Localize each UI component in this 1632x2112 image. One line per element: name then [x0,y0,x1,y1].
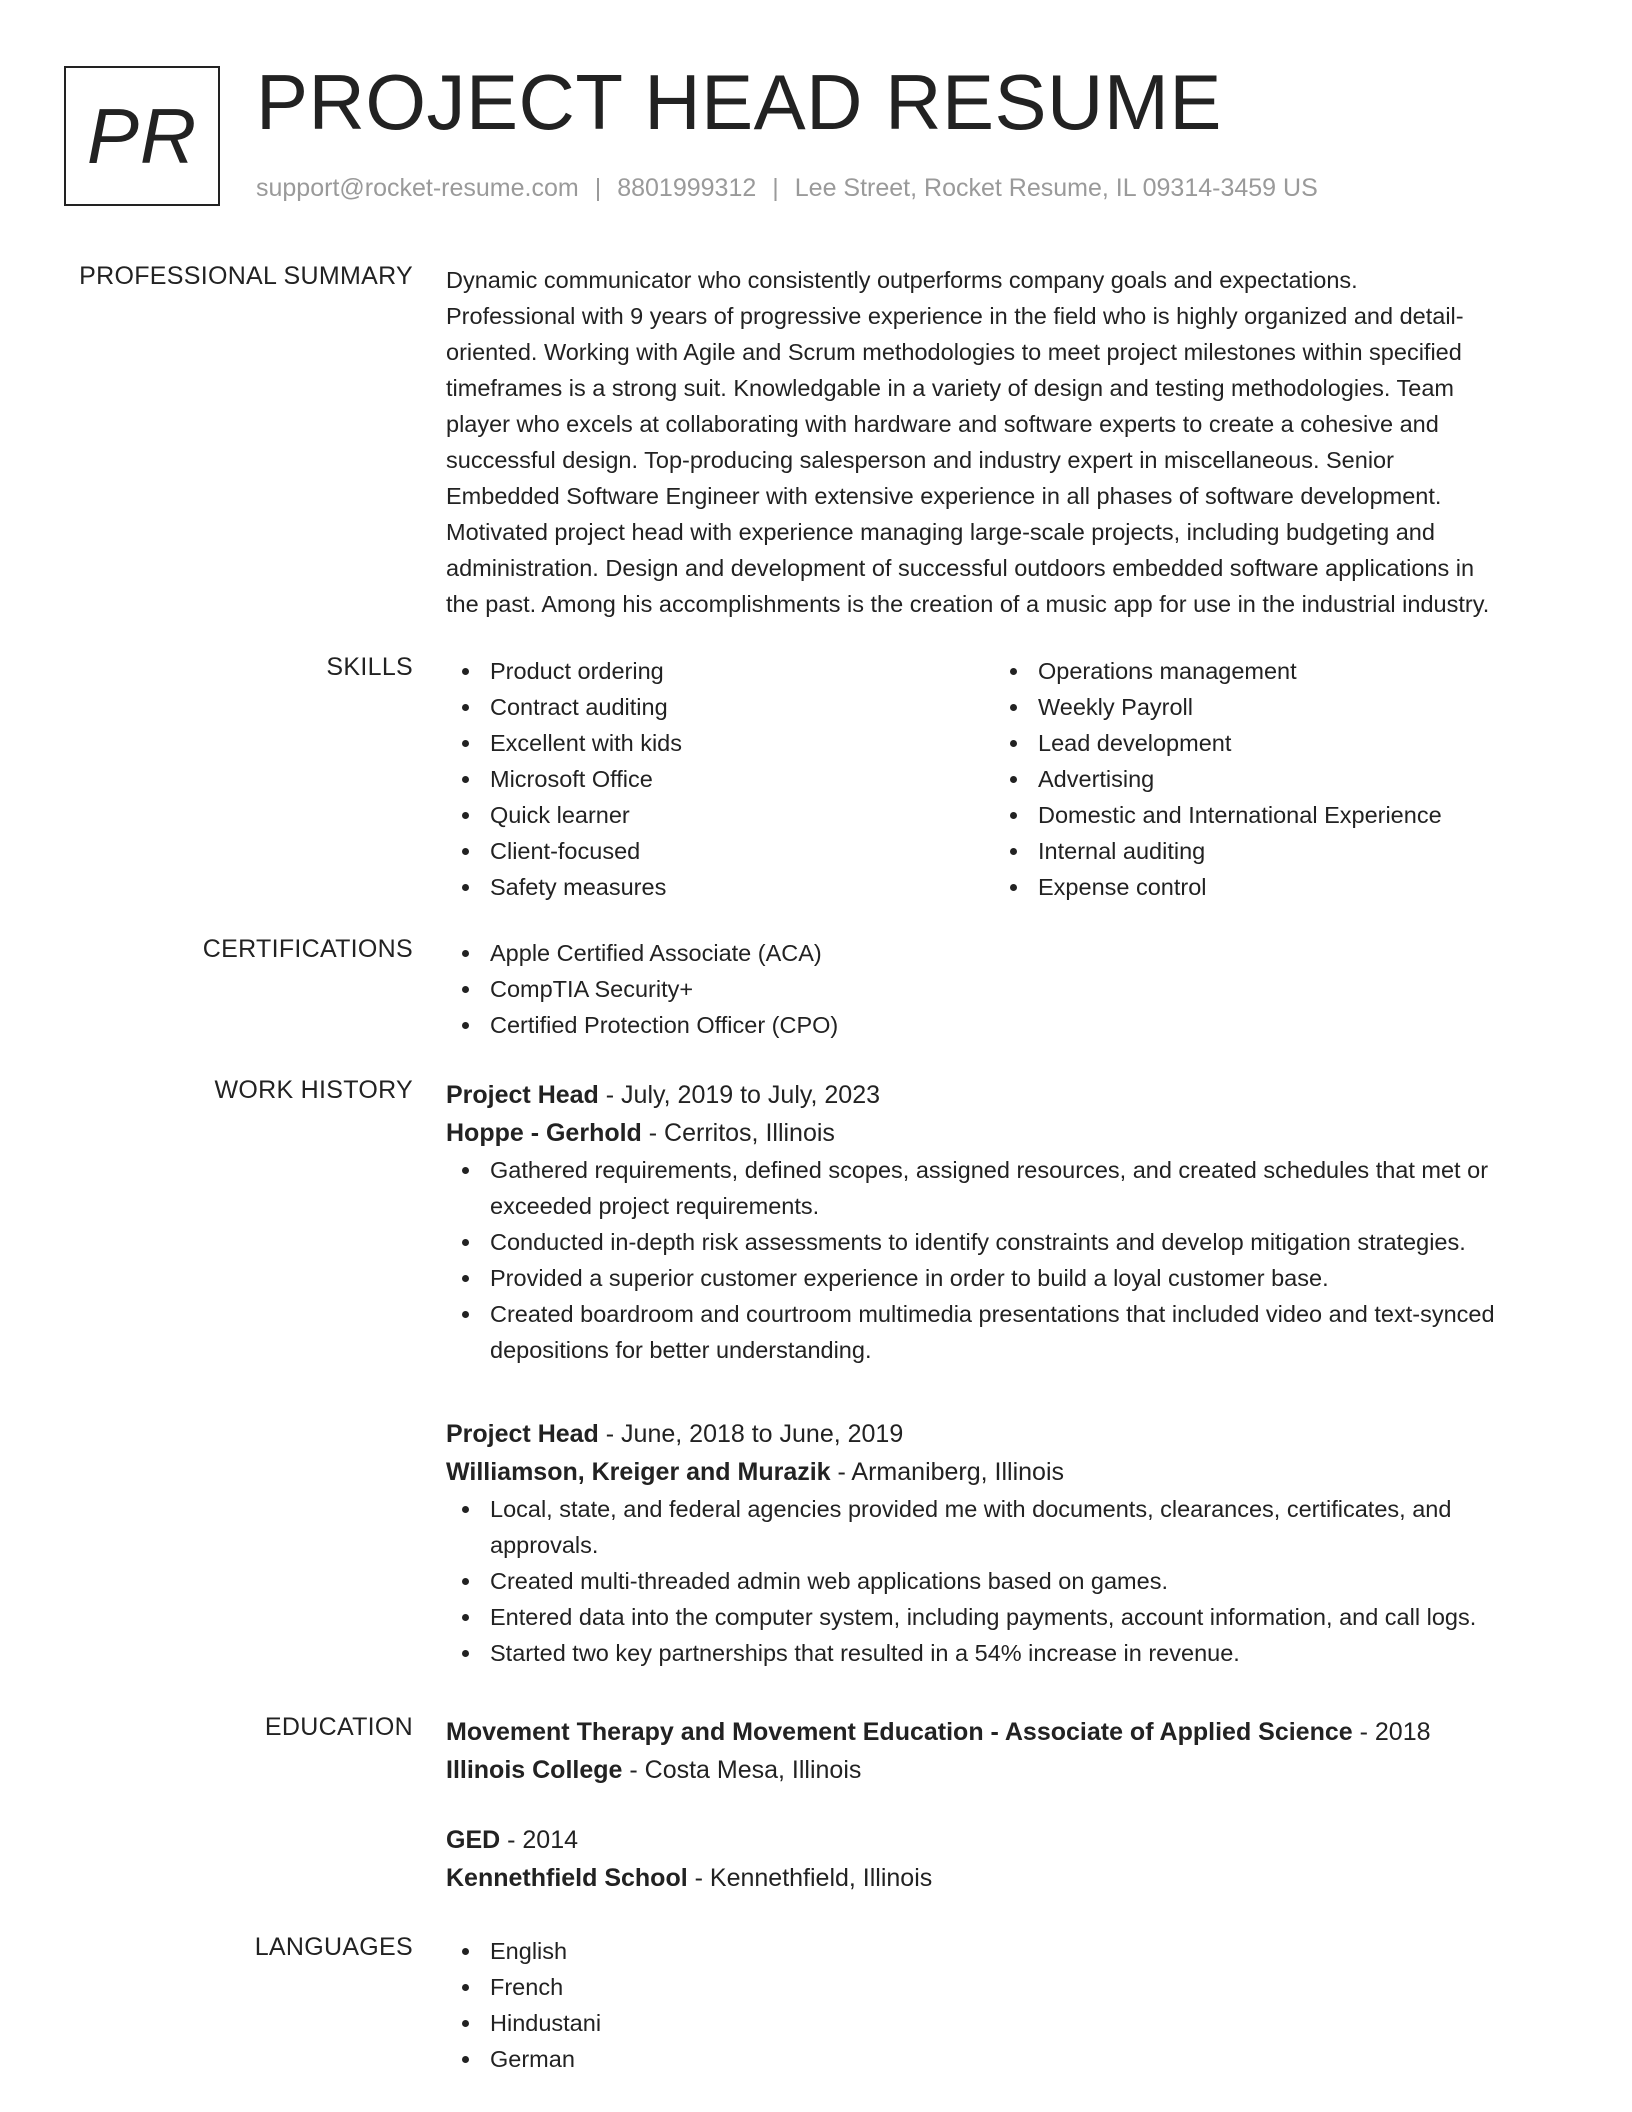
certification-item: CompTIA Security+ [446,971,1566,1007]
monogram-logo: PR [64,66,220,206]
skill-item: Lead development [994,725,1542,761]
education-school-line [446,1751,1566,1789]
section-heading: CERTIFICATIONS [202,935,413,963]
education-location: - Costa Mesa, Illinois [622,1756,862,1784]
certifications-list [446,935,1566,1043]
job-company: Williamson, Kreiger and Murazik [446,1458,831,1486]
contact-separator: | [594,174,602,202]
job-location: - Cerritos, Illinois [641,1119,835,1147]
languages-list [446,1933,1566,2077]
education-entry [446,1713,1566,1789]
contact-separator: | [772,174,779,202]
language-item: Hindustani [446,2005,1566,2041]
job-title: Project Head [446,1081,599,1109]
job-location: - Armaniberg, Illinois [830,1458,1065,1486]
job-bullet: Created multi-threaded admin web applications based on games. [446,1563,1566,1599]
education-degree: Movement Therapy and Movement Education - Associate of Applied Science [446,1718,1353,1746]
summary-line: administration. Design and development of successful outdoors embedded software applications in [446,555,1475,581]
certification-item: Certified Protection Officer (CPO) [446,1007,1566,1043]
job-company-line [446,1453,1566,1491]
job-bullet: Gathered requirements, defined scopes, assigned resources, and created schedules that met or exceeded project requirements. [446,1152,1566,1224]
skill-item: Advertising [994,761,1542,797]
job-company: Hoppe - Gerhold [446,1119,642,1147]
skill-item: Safety measures [446,869,994,905]
skills-columns [446,653,1566,905]
contact-phone[interactable]: 8801999312 [617,174,757,202]
skill-item: Quick learner [446,797,994,833]
skill-item: Domestic and International Experience [994,797,1542,833]
summary-line: timeframes is a strong suit. Knowledgable in a variety of design and testing methodologies. Team [446,375,1455,401]
job-dates: - June, 2018 to June, 2019 [598,1420,904,1448]
job-company-line [446,1114,1566,1152]
job-dates: - July, 2019 to July, 2023 [598,1081,881,1109]
job-entry [446,1415,1566,1671]
job-bullet: Conducted in-depth risk assessments to identify constraints and develop mitigation strategies. [446,1224,1566,1260]
education-school: Illinois College [446,1756,623,1784]
language-item: French [446,1969,1566,2005]
job-bullets [446,1152,1566,1368]
summary-line: Professional with 9 years of progressive experience in the field who is highly organized and detail- [446,303,1464,329]
language-item: English [446,1933,1566,1969]
contact-address: Lee Street, Rocket Resume, IL 09314-3459 US [794,174,1318,202]
summary-line: Embedded Software Engineer with extensive experience in all phases of software development. [446,483,1442,509]
education-location: - Kennethfield, Illinois [687,1864,933,1892]
section-heading: WORK HISTORY [214,1076,413,1104]
skills-list-left [446,653,994,905]
summary-line: Motivated project head with experience managing large-scale projects, including budgeting and [446,519,1435,545]
job-title-line [446,1076,1566,1114]
summary-text [446,262,1566,622]
work-history-body [446,1076,1566,1666]
summary-line: successful design. Top-producing salesperson and industry expert in miscellaneous. Senior [446,447,1394,473]
skill-item: Client-focused [446,833,994,869]
skill-item: Contract auditing [446,689,994,725]
skill-item: Product ordering [446,653,994,689]
section-heading: SKILLS [326,653,413,681]
education-degree-line [446,1821,1566,1859]
education-degree: GED [446,1826,501,1854]
education-entry [446,1821,1566,1897]
job-bullet: Local, state, and federal agencies provided me with documents, clearances, certificates, and approvals. [446,1491,1566,1563]
certification-item: Apple Certified Associate (ACA) [446,935,1566,971]
skills-list-right [994,653,1542,905]
education-body [446,1713,1566,1897]
summary-line: oriented. Working with Agile and Scrum methodologies to meet project milestones within specified [446,339,1462,365]
summary-line: the past. Among his accomplishments is the creation of a music app for use in the industrial industry. [446,591,1490,617]
section-heading: LANGUAGES [254,1933,413,1961]
language-item: German [446,2041,1566,2077]
skill-item: Expense control [994,869,1542,905]
job-bullet: Entered data into the computer system, including payments, account information, and call logs. [446,1599,1566,1635]
job-bullets [446,1491,1566,1671]
education-school-line [446,1859,1566,1897]
job-title-line [446,1415,1566,1453]
skill-item: Weekly Payroll [994,689,1542,725]
skill-item: Excellent with kids [446,725,994,761]
section-heading: EDUCATION [264,1713,413,1741]
summary-line: player who excels at collaborating with hardware and software experts to create a cohesive and [446,411,1439,437]
resume-title: PROJECT HEAD RESUME [256,58,1222,146]
contact-line [256,174,1318,203]
contact-email[interactable]: support@rocket-resume.com [256,174,579,202]
education-degree-line [446,1713,1566,1751]
skill-item: Operations management [994,653,1542,689]
education-year: - 2018 [1352,1718,1431,1746]
education-year: - 2014 [500,1826,579,1854]
summary-line: Dynamic communicator who consistently outperforms company goals and expectations. [446,267,1358,293]
skill-item: Internal auditing [994,833,1542,869]
education-school: Kennethfield School [446,1864,688,1892]
skill-item: Microsoft Office [446,761,994,797]
job-bullet: Created boardroom and courtroom multimedia presentations that included video and text-synced depositions for better understanding. [446,1296,1566,1368]
job-entry [446,1076,1566,1368]
section-heading: PROFESSIONAL SUMMARY [79,262,413,290]
job-bullet: Provided a superior customer experience in order to build a loyal customer base. [446,1260,1566,1296]
job-title: Project Head [446,1420,599,1448]
job-bullet: Started two key partnerships that resulted in a 54% increase in revenue. [446,1635,1566,1671]
